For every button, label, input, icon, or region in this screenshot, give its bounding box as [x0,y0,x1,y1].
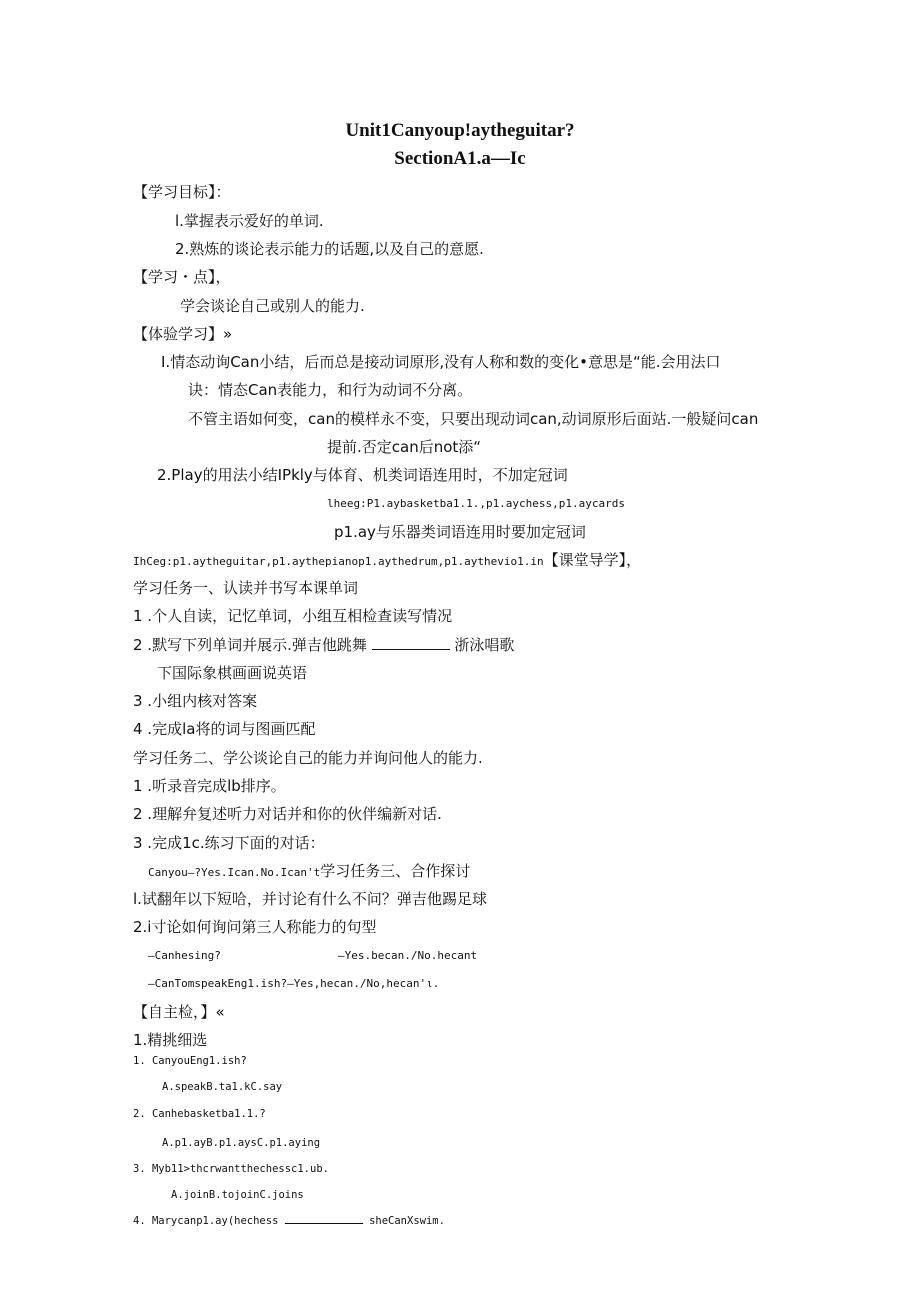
experience-p2-b: p1.ay与乐器类词语连用时要加定冠词 [334,523,586,541]
question-4-text: 4. Marycanp1.ay(hechess [133,1215,279,1227]
selfcheck-sub: 1.精挑细选 [133,1031,208,1049]
question-1-options: A.speakB.ta1.kC.say [162,1081,283,1093]
answer-blank[interactable] [372,635,450,650]
task3-heading: 学习任务三、合作探讨 [320,862,471,880]
selfcheck-heading: 【自主检，】« [133,1003,225,1021]
experience-p1-line4: 提前.否定can后not添“ [327,438,482,456]
question-3: 3. Myb11>thcrwantthechessc1.ub. [133,1163,329,1175]
classroom-heading: 【课堂导学】， [543,551,642,569]
answer-blank[interactable] [285,1212,363,1224]
task2-item-3: 3 .完成1c.练习下面的对话： [133,834,325,852]
page-title: Unit1Canyoup!aytheguitar? [345,120,575,141]
task1-item-2-words: 浙泳唱歌 [454,636,515,654]
task1-item-1: 1 .个人自读，记忆单词，小组互相检查读写情况 [133,607,453,625]
objective-item-1: l.掌握表示爱好的单词. [175,212,324,230]
objectives-heading: 【学习目标】： [133,183,231,201]
task3-dialog-2: —CanTomspeakEng1.ish?—Yes,hecan./No,hecan'ι. [148,977,440,990]
dialog-text: Canyou—?Yes.Ican.No.Ican't [148,866,321,879]
task1-item-4: 4 .完成la将的词与图画匹配 [133,720,316,738]
experience-p1-line3: 不管主语如何变，can的模样永不变，只要出现动词can,动词原形后面站.一般疑问can [188,410,759,428]
experience-p2: 2.Play的用法小结IPkly与体育、机类词语连用时，不加定冠词 [157,466,568,484]
question-2-options: A.p1.ayB.p1.aysC.p1.aying [162,1137,321,1149]
experience-heading: 【体验学习】» [133,325,233,343]
task1-heading: 学习任务一、认读并书写本课单词 [133,579,359,597]
task3-answer-1: —Yes.becan./No.hecant [338,949,478,962]
task3-item-2: 2.i寸论如何询问第三人称能力的句型 [133,918,377,936]
experience-p2-example: lheeg:P1.aybasketba1.1.,p1.aychess,p1.aycards [327,497,626,510]
objective-item-2: 2.熟炼的谈论表示能力的话题,以及自己的意愿. [175,240,484,258]
question-1: 1. CanyouEng1.ish? [133,1055,247,1067]
question-4-text-2: sheCanXswim. [369,1215,445,1227]
task1-item-3: 3 .小组内核对答案 [133,692,258,710]
experience-p1-line2: 诀：情态Can表能力，和行为动词不分离。 [188,381,473,399]
music-example: IhCeg:p1.aytheguitar,p1.aythepianop1.aythedrum,p1.aythevio1.in [133,555,544,568]
task3-question-1: —Canhesing? [148,949,221,962]
question-4 [133,1211,445,1231]
task1-item-2-words-2: 下国际象棋画画说英语 [157,664,308,682]
task2-dialog [148,861,470,883]
question-3-options: A.joinB.tojoinC.joins [171,1189,304,1201]
task2-item-2: 2 .理解弁复述听力对话并和你的伙伴编新对话. [133,805,442,823]
task3-item-1: l.试翻年以下短哈，并讨论有什么不问？弹吉他踢足球 [133,890,487,908]
keypoints-text: 学会谈论自己或别人的能力. [180,297,365,315]
experience-p2-example-2 [133,550,641,572]
keypoints-heading: 【学习・点】， [133,268,231,286]
task2-heading: 学习任务二、学公谈论自己的能力并询问他人的能力. [133,749,483,767]
task2-item-1: 1 .听录音完成lb排序。 [133,777,286,795]
page-subtitle: SectionA1.a—Ic [394,148,526,169]
experience-p1-line1: I.情态动询Can小结，后而总是接动词原形,没有人称和数的变化•意思是“能.会用法口 [161,353,721,371]
task1-item-2-text: 2 .默写下列单词并展示.弹吉他跳舞 [133,636,367,654]
task1-item-2 [133,635,514,655]
question-2: 2. Canhebasketba1.1.? [133,1108,266,1120]
